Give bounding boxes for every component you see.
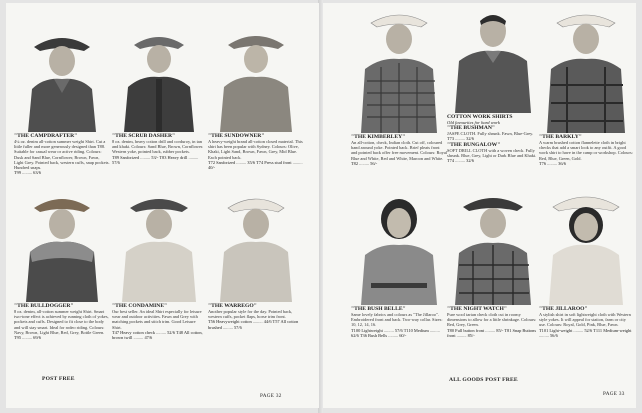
product-price: T47 Heavy cotton check ......... 52/6 T48 All cotton, brown twill ......... 47/6 [112,329,203,341]
product-price: T89 Sanforized ......... 53/- T83 Heavy drill ......... 57/6 [112,154,199,165]
woman-photo-icon [539,189,633,305]
product-photo [539,7,633,133]
product-description: JASPE CLOTH. Fully shrunk. Fawn, Blue-Grey. [447,131,534,137]
product-price: T95 ......... 69/6 [14,335,41,341]
product-description: SOFT DRILL CLOTH with a woven check. Fully shrunk. Blue, Grey, Light or Dark Blue and Khaki. [447,147,537,158]
product-photo [112,29,206,132]
product-description: 8 oz. denim, heavy cotton drill and corduroy, in tan and khaki. Colours: Sand Blue, Brown, Cornflower. Western yoke, pointed back, rubber pockets. [112,139,204,155]
product-description: A stylish shirt in soft lightweight cloth with Western style yokes. It will appeal for station, farm or city use. Colours: Royal, Gold, Pink, Blue, Fawn. [539,312,631,328]
product-scrub-dasher [112,29,206,209]
product-price: T82 ......... 56/- [351,160,378,166]
cowboy-photo-icon [447,189,539,305]
product-title: "THE CAMPDRAFTER" [14,133,78,139]
product-kimberley [351,7,447,197]
product-title: "THE KIMBERLEY" [351,134,406,140]
product-title: "THE WARREGO" [208,303,257,309]
product-photo [14,190,110,302]
cowboy-photo-icon [112,190,206,302]
product-description: An all-cotton, check, Indian cloth. Cut off, coloured band around yoke. Pointed back. Brief pleats front and pointed back offer free movement. Colours: Royal Blue and White, Red and White, Maroon and White. [351,140,447,161]
product-jillaroo [539,189,633,369]
product-description: A heavy-weight brand all-cotton closed material. This shirt has been popular with Sydney. Colours: Olive, Khaki, Light Sand, Brown, Fawn, Grey, Mid Blue. Each pointed back. [208,139,303,160]
product-photo [112,190,206,302]
product-description: Same lovely fabrics and colours as "The Jillaroo". Embroidered front and back. Two-way collar. Sizes: 10, 12, 14, 16. [351,312,443,328]
product-photo [447,7,539,113]
product-bulldogger [14,190,110,380]
product-description: Another popular style for the day. Pointed back, western cuffs, pocket flaps, horse trim front. [208,309,293,320]
product-title: "THE CONDAMINE" [112,303,168,309]
product-price: T80 Full button front ......... 85/- T81 Snap Buttons front ......... 85/- [447,327,537,338]
page-number: PAGE 33 [603,391,625,397]
product-photo [208,29,304,132]
product-title: "THE BUSH BELLE" [351,306,406,312]
product-sundowner [208,29,304,209]
product-barkly [539,7,633,197]
cowboy-photo-icon [14,190,110,302]
product-warrego [208,190,304,380]
product-price: T101 Light-weight ......... 52/6 T111 Medium-weight ......... 56/6 [539,327,632,338]
product-title: "THE BUNGALOW" [447,141,501,148]
page-number: PAGE 32 [260,393,282,399]
section-title: COTTON WORK SHIRTS [447,114,513,120]
product-photo [539,189,633,305]
all-goods-post-free-note: ALL GOODS POST FREE [449,377,518,383]
product-title: "THE SCRUB DASHER" [112,133,176,139]
product-title: "THE BULLDOGGER" [14,303,74,309]
product-price: T74 ......... 32/6 [447,158,474,164]
product-title: "THE BUSHMAN" [447,125,496,132]
product-description: Pure wool tartan check cloth cut in roomy dimensions to allow for a little shrinkage. Colours: Red, Grey, Green. [447,312,537,328]
product-photo [447,189,539,305]
product-photo [351,7,447,133]
product-title: "THE NIGHT WATCH" [447,306,507,312]
product-price: T99 ......... 63/6 [14,170,41,176]
product-night-watch [447,189,539,369]
product-condamine [112,190,206,390]
cowboy-photo-icon [14,29,110,132]
cowboy-photo-icon [539,7,633,133]
product-photo [351,189,447,305]
cowboy-photo-icon [208,29,304,132]
catalogue-page-right [323,3,636,408]
product-photo [14,29,110,132]
product-cotton-work-shirts [447,7,539,197]
cowboy-photo-icon [447,7,539,113]
product-title: "THE JILLAROO" [539,306,588,312]
product-description: 4¼ oz. denim all-cotton summer weight Shirt. Cut a little fuller and more generously designed than T88. Suitable for casual wear or active riding. Colours: Dusk and Sand Blue, Cornflower, Brown, Fawn, Light Grey. Pointed back, western cuffs, snap pockets. Hundred snaps. [14,139,110,171]
product-description: Our best seller. An ideal Shirt especially for leisure wear and outdoor activities. Fawn and Grey with matching pockets and stitch trim. Good Leisure Shirt. [112,309,202,330]
cowboy-photo-icon [208,190,304,302]
product-photo [208,190,304,302]
cowboy-photo-icon [351,7,447,133]
product-campdrafter [14,29,110,209]
woman-photo-icon [351,189,447,305]
product-bush-belle [351,189,447,369]
product-price: T72 Sanforized ......... 35/6 T74 Press stud front ......... 40/- [208,159,303,171]
cowboy-photo-icon [112,29,206,132]
catalogue-page-left [6,3,319,408]
product-title: "THE BARKLY" [539,134,582,140]
product-description: A warm brushed cotton flannelette cloth in bright checks that add a smart look to any outfit. A good work shirt to have in the camp or workshop. Colours: Red, Blue, Green, Gold. [539,140,633,161]
product-price: T100 Lightweight ......... 57/6 T110 Medium ......... 62/6 T36 Bush Bells ......... 60/- [351,327,440,338]
product-price: T76 ......... 36/6 [539,160,566,166]
product-price: T73 ......... 32/6 [447,136,474,142]
product-price: T56 Heavyweight cotton ......... 44/6 T57 All cotton brushed ......... 57/6 [208,319,299,330]
post-free-note: POST FREE [42,376,75,382]
section-subtitle: Old favourites for hard work [447,120,500,125]
product-title: "THE SUNDOWNER" [208,133,265,139]
product-description: 8 oz. denim, all-cotton summer weight Shirt. Smart two-tone effect is achieved by running cloth of yokes, pockets and cuffs. Designed to fit close to the body and will stay smart. Ideal for rodeo riding. Colours: Navy, Brown, Light Blue, Red, Grey, Bottle Green. [14,309,109,335]
